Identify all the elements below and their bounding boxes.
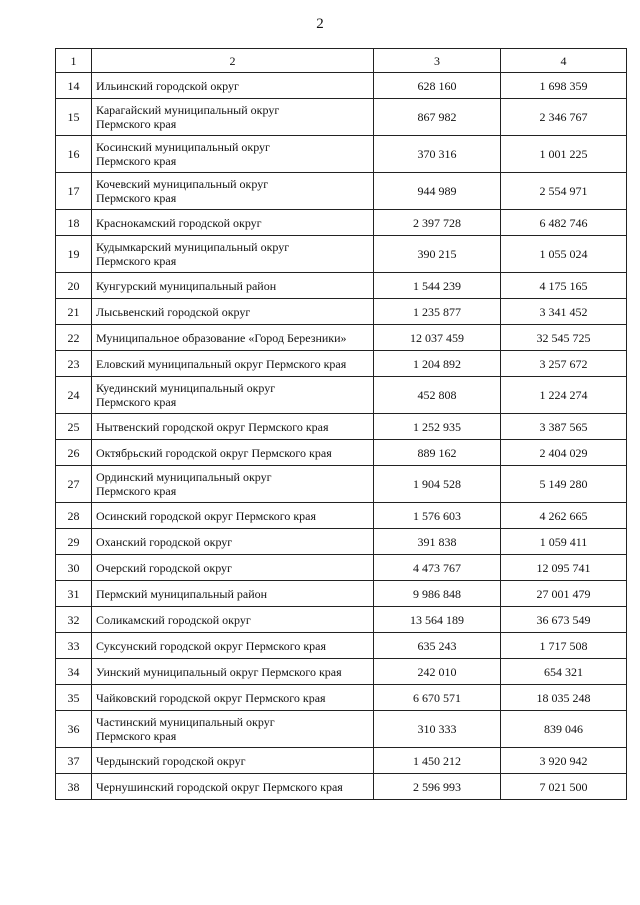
municipality-name-cell: Октябрьский городской округ Пермского края [92, 440, 374, 466]
column-4-value-cell: 3 257 672 [501, 351, 627, 377]
header-cell-3: 3 [374, 49, 501, 73]
municipality-name-cell: Чайковский городской округ Пермского края [92, 685, 374, 711]
column-4-value-cell: 2 346 767 [501, 99, 627, 136]
column-4-value-cell: 2 404 029 [501, 440, 627, 466]
table-row [56, 659, 627, 685]
column-3-value-cell: 9 986 848 [374, 581, 501, 607]
municipality-name-cell: Карагайский муниципальный округ Пермского края [92, 99, 374, 136]
municipality-name-cell: Чернушинский городской округ Пермского края [92, 774, 374, 800]
column-3-value-cell: 2 596 993 [374, 774, 501, 800]
column-3-value-cell: 1 252 935 [374, 414, 501, 440]
table-row [56, 173, 627, 210]
column-3-value-cell: 2 397 728 [374, 210, 501, 236]
table-row [56, 581, 627, 607]
row-number-cell: 37 [56, 748, 92, 774]
municipality-name-cell: Оханский городской округ [92, 529, 374, 555]
column-4-value-cell: 3 341 452 [501, 299, 627, 325]
table-row [56, 210, 627, 236]
column-4-value-cell: 32 545 725 [501, 325, 627, 351]
table-row [56, 607, 627, 633]
column-4-value-cell: 3 920 942 [501, 748, 627, 774]
table-row [56, 299, 627, 325]
column-4-value-cell: 2 554 971 [501, 173, 627, 210]
municipality-name-cell: Куединский муниципальный округ Пермского края [92, 377, 374, 414]
table-row [56, 414, 627, 440]
column-3-value-cell: 889 162 [374, 440, 501, 466]
row-number-cell: 22 [56, 325, 92, 351]
municipality-name-cell: Пермский муниципальный район [92, 581, 374, 607]
row-number-cell: 36 [56, 711, 92, 748]
column-4-value-cell: 1 055 024 [501, 236, 627, 273]
column-4-value-cell: 4 262 665 [501, 503, 627, 529]
column-3-value-cell: 867 982 [374, 99, 501, 136]
table-row [56, 711, 627, 748]
municipality-name-cell: Чердынский городской округ [92, 748, 374, 774]
column-3-value-cell: 391 838 [374, 529, 501, 555]
table-row [56, 73, 627, 99]
row-number-cell: 27 [56, 466, 92, 503]
row-number-cell: 20 [56, 273, 92, 299]
row-number-cell: 17 [56, 173, 92, 210]
municipality-name-cell: Косинский муниципальный округ Пермского края [92, 136, 374, 173]
row-number-cell: 38 [56, 774, 92, 800]
column-3-value-cell: 242 010 [374, 659, 501, 685]
column-3-value-cell: 310 333 [374, 711, 501, 748]
header-cell-2: 2 [92, 49, 374, 73]
municipality-name-cell: Суксунский городской округ Пермского края [92, 633, 374, 659]
table-row [56, 685, 627, 711]
column-3-value-cell: 12 037 459 [374, 325, 501, 351]
column-3-value-cell: 13 564 189 [374, 607, 501, 633]
column-4-value-cell: 1 224 274 [501, 377, 627, 414]
table-row [56, 236, 627, 273]
row-number-cell: 18 [56, 210, 92, 236]
column-4-value-cell: 1 698 359 [501, 73, 627, 99]
municipality-name-cell: Ординский муниципальный округ Пермского края [92, 466, 374, 503]
row-number-cell: 21 [56, 299, 92, 325]
column-4-value-cell: 5 149 280 [501, 466, 627, 503]
table-row [56, 529, 627, 555]
row-number-cell: 31 [56, 581, 92, 607]
column-3-value-cell: 6 670 571 [374, 685, 501, 711]
column-4-value-cell: 7 021 500 [501, 774, 627, 800]
column-4-value-cell: 6 482 746 [501, 210, 627, 236]
row-number-cell: 23 [56, 351, 92, 377]
row-number-cell: 30 [56, 555, 92, 581]
column-3-value-cell: 1 576 603 [374, 503, 501, 529]
row-number-cell: 19 [56, 236, 92, 273]
table-header-row [56, 49, 627, 73]
municipality-name-cell: Нытвенский городской округ Пермского края [92, 414, 374, 440]
table-row [56, 351, 627, 377]
column-3-value-cell: 1 450 212 [374, 748, 501, 774]
row-number-cell: 14 [56, 73, 92, 99]
column-4-value-cell: 1 717 508 [501, 633, 627, 659]
column-3-value-cell: 635 243 [374, 633, 501, 659]
column-4-value-cell: 1 001 225 [501, 136, 627, 173]
municipality-name-cell: Осинский городской округ Пермского края [92, 503, 374, 529]
table-row [56, 377, 627, 414]
column-3-value-cell: 1 204 892 [374, 351, 501, 377]
municipality-name-cell: Еловский муниципальный округ Пермского края [92, 351, 374, 377]
table-row [56, 99, 627, 136]
municipality-name-cell: Очерский городской округ [92, 555, 374, 581]
column-3-value-cell: 452 808 [374, 377, 501, 414]
table-row [56, 440, 627, 466]
data-table [55, 48, 627, 800]
row-number-cell: 33 [56, 633, 92, 659]
municipality-name-cell: Частинский муниципальный округ Пермского края [92, 711, 374, 748]
page-number: 2 [316, 16, 324, 32]
row-number-cell: 26 [56, 440, 92, 466]
column-3-value-cell: 1 904 528 [374, 466, 501, 503]
row-number-cell: 25 [56, 414, 92, 440]
column-4-value-cell: 654 321 [501, 659, 627, 685]
table-row [56, 503, 627, 529]
municipality-name-cell: Кунгурский муниципальный район [92, 273, 374, 299]
row-number-cell: 15 [56, 99, 92, 136]
row-number-cell: 28 [56, 503, 92, 529]
table-row [56, 466, 627, 503]
municipality-name-cell: Кудымкарский муниципальный округ Пермского края [92, 236, 374, 273]
table-row [56, 325, 627, 351]
column-4-value-cell: 1 059 411 [501, 529, 627, 555]
row-number-cell: 32 [56, 607, 92, 633]
column-4-value-cell: 12 095 741 [501, 555, 627, 581]
table-row [56, 555, 627, 581]
column-4-value-cell: 839 046 [501, 711, 627, 748]
column-3-value-cell: 944 989 [374, 173, 501, 210]
header-cell-4: 4 [501, 49, 627, 73]
table-row [56, 136, 627, 173]
column-4-value-cell: 3 387 565 [501, 414, 627, 440]
row-number-cell: 35 [56, 685, 92, 711]
table-row [56, 633, 627, 659]
municipality-name-cell: Соликамский городской округ [92, 607, 374, 633]
column-4-value-cell: 36 673 549 [501, 607, 627, 633]
column-3-value-cell: 1 544 239 [374, 273, 501, 299]
column-3-value-cell: 628 160 [374, 73, 501, 99]
column-4-value-cell: 4 175 165 [501, 273, 627, 299]
column-4-value-cell: 18 035 248 [501, 685, 627, 711]
row-number-cell: 29 [56, 529, 92, 555]
municipality-name-cell: Лысьвенский городской округ [92, 299, 374, 325]
row-number-cell: 24 [56, 377, 92, 414]
municipality-name-cell: Уинский муниципальный округ Пермского края [92, 659, 374, 685]
municipality-name-cell: Ильинский городской округ [92, 73, 374, 99]
municipality-name-cell: Муниципальное образование «Город Березники» [92, 325, 374, 351]
table-row [56, 748, 627, 774]
column-3-value-cell: 370 316 [374, 136, 501, 173]
column-3-value-cell: 4 473 767 [374, 555, 501, 581]
column-4-value-cell: 27 001 479 [501, 581, 627, 607]
table-row [56, 273, 627, 299]
header-cell-1: 1 [56, 49, 92, 73]
column-3-value-cell: 390 215 [374, 236, 501, 273]
table-row [56, 774, 627, 800]
row-number-cell: 34 [56, 659, 92, 685]
column-3-value-cell: 1 235 877 [374, 299, 501, 325]
municipality-name-cell: Кочевский муниципальный округ Пермского края [92, 173, 374, 210]
row-number-cell: 16 [56, 136, 92, 173]
municipality-name-cell: Краснокамский городской округ [92, 210, 374, 236]
